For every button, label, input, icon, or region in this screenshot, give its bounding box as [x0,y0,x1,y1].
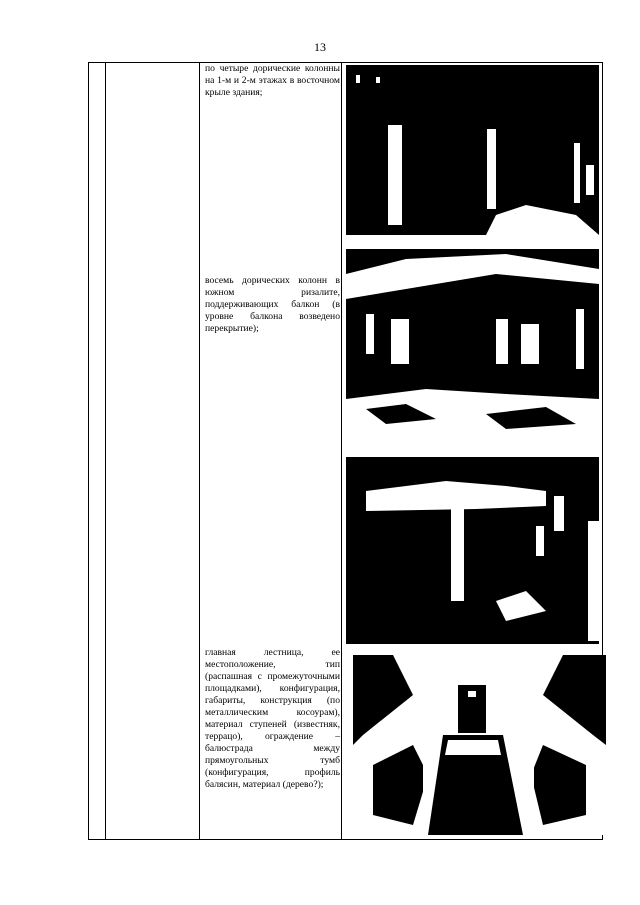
photo-risalit-balcony [346,249,599,439]
description-text: по четыре дорические колонны на 1-м и 2-м этажах в восточном крыле здания; [205,63,340,98]
heritage-table [88,62,603,840]
page-number: 13 [314,40,326,54]
column-divider [199,63,200,839]
column-divider [341,63,342,839]
column-divider [105,63,106,839]
photo-main-staircase [353,655,606,835]
description-text: восемь дорических колонн в южном ризалите, поддерживающих балкон (в уровне балкона возведено перекрытие); [205,275,340,334]
description-text: главная лестница, ее местоположение, тип (распашная с промежуточными площадками), конфигурация, габариты, конструкция (по металлическим косоурам), материал ступеней (известняк, террацо), ограждение – балюстрада между прямоугольных тумб (конфигурация, профиль балясин, материал (дерево?); [205,647,340,790]
photo-column-beam [346,451,599,644]
photo-interior-columns [346,65,599,235]
